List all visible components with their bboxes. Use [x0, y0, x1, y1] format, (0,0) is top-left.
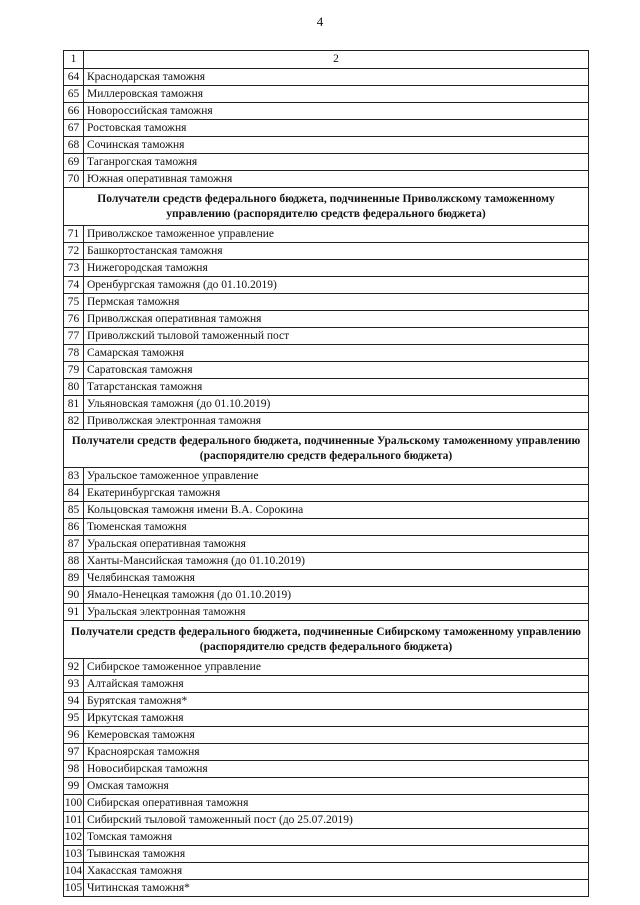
row-name: Нижегородская таможня [84, 260, 589, 277]
row-name: Татарстанская таможня [84, 379, 589, 396]
row-name: Хакасская таможня [84, 863, 589, 880]
row-name: Томская таможня [84, 829, 589, 846]
table-row [64, 277, 589, 294]
table-row [64, 171, 589, 188]
row-number: 99 [64, 778, 84, 795]
row-number: 76 [64, 311, 84, 328]
table-row [64, 812, 589, 829]
table-row [64, 413, 589, 430]
row-name: Приволжская электронная таможня [84, 413, 589, 430]
row-name: Екатеринбургская таможня [84, 485, 589, 502]
row-name: Таганрогская таможня [84, 154, 589, 171]
row-number: 105 [64, 880, 84, 897]
row-number: 104 [64, 863, 84, 880]
row-name: Читинская таможня* [84, 880, 589, 897]
table-row [64, 120, 589, 137]
customs-recipients-table [63, 50, 589, 897]
row-number: 94 [64, 693, 84, 710]
table-row [64, 468, 589, 485]
row-name: Приволжское таможенное управление [84, 226, 589, 243]
table-row [64, 502, 589, 519]
table-body [64, 51, 589, 897]
row-number: 98 [64, 761, 84, 778]
header-col-1: 1 [64, 51, 84, 69]
table-row [64, 69, 589, 86]
table-row [64, 880, 589, 897]
row-number: 82 [64, 413, 84, 430]
row-number: 75 [64, 294, 84, 311]
row-number: 103 [64, 846, 84, 863]
table-row [64, 693, 589, 710]
row-name: Пермская таможня [84, 294, 589, 311]
table-row [64, 86, 589, 103]
row-name: Уральская оперативная таможня [84, 536, 589, 553]
table-row [64, 345, 589, 362]
table-row [64, 570, 589, 587]
row-name: Южная оперативная таможня [84, 171, 589, 188]
table-row [64, 103, 589, 120]
row-number: 74 [64, 277, 84, 294]
table-row [64, 659, 589, 676]
table-row [64, 519, 589, 536]
row-name: Миллеровская таможня [84, 86, 589, 103]
row-number: 72 [64, 243, 84, 260]
table-row [64, 260, 589, 277]
row-name: Башкортостанская таможня [84, 243, 589, 260]
row-number: 86 [64, 519, 84, 536]
row-name: Ульяновская таможня (до 01.10.2019) [84, 396, 589, 413]
row-name: Тюменская таможня [84, 519, 589, 536]
row-name: Саратовская таможня [84, 362, 589, 379]
row-number: 67 [64, 120, 84, 137]
row-name: Краснодарская таможня [84, 69, 589, 86]
row-name: Приволжский тыловой таможенный пост [84, 328, 589, 345]
row-number: 65 [64, 86, 84, 103]
row-number: 84 [64, 485, 84, 502]
table-row [64, 778, 589, 795]
row-number: 66 [64, 103, 84, 120]
row-number: 92 [64, 659, 84, 676]
section-title: Получатели средств федерального бюджета, подчиненные Сибирскому таможенному управлению (распорядителю средств федерального бюджета) [64, 621, 589, 659]
row-name: Омская таможня [84, 778, 589, 795]
row-number: 102 [64, 829, 84, 846]
table-row [64, 396, 589, 413]
row-number: 96 [64, 727, 84, 744]
row-name: Приволжская оперативная таможня [84, 311, 589, 328]
row-name: Красноярская таможня [84, 744, 589, 761]
row-number: 87 [64, 536, 84, 553]
row-number: 100 [64, 795, 84, 812]
table-row [64, 328, 589, 345]
row-name: Бурятская таможня* [84, 693, 589, 710]
table-row [64, 863, 589, 880]
table-row [64, 744, 589, 761]
page-number: 4 [316, 14, 324, 29]
row-number: 97 [64, 744, 84, 761]
row-number: 78 [64, 345, 84, 362]
table-row [64, 676, 589, 693]
row-name: Тывинская таможня [84, 846, 589, 863]
row-number: 70 [64, 171, 84, 188]
table-row [64, 829, 589, 846]
section-title: Получатели средств федерального бюджета, подчиненные Уральскому таможенному управлению (распорядителю средств федерального бюджета) [64, 430, 589, 468]
row-name: Сибирский тыловой таможенный пост (до 25.07.2019) [84, 812, 589, 829]
row-number: 91 [64, 604, 84, 621]
row-name: Ямало-Ненецкая таможня (до 01.10.2019) [84, 587, 589, 604]
row-name: Сибирская оперативная таможня [84, 795, 589, 812]
table-row [64, 137, 589, 154]
table-row [64, 362, 589, 379]
row-number: 79 [64, 362, 84, 379]
row-number: 80 [64, 379, 84, 396]
row-number: 101 [64, 812, 84, 829]
row-number: 77 [64, 328, 84, 345]
row-number: 90 [64, 587, 84, 604]
row-name: Сочинская таможня [84, 137, 589, 154]
table-row [64, 536, 589, 553]
table-row [64, 761, 589, 778]
row-number: 83 [64, 468, 84, 485]
table-row [64, 795, 589, 812]
table-row [64, 727, 589, 744]
section-header-row [64, 430, 589, 468]
row-name: Ханты-Мансийская таможня (до 01.10.2019) [84, 553, 589, 570]
row-number: 68 [64, 137, 84, 154]
row-name: Новороссийская таможня [84, 103, 589, 120]
row-name: Оренбургская таможня (до 01.10.2019) [84, 277, 589, 294]
table-row [64, 226, 589, 243]
header-col-2: 2 [84, 51, 589, 69]
row-name: Челябинская таможня [84, 570, 589, 587]
row-number: 81 [64, 396, 84, 413]
row-number: 64 [64, 69, 84, 86]
row-name: Сибирское таможенное управление [84, 659, 589, 676]
row-name: Самарская таможня [84, 345, 589, 362]
row-number: 69 [64, 154, 84, 171]
table-row [64, 604, 589, 621]
section-header-row [64, 621, 589, 659]
table-row [64, 243, 589, 260]
row-number: 88 [64, 553, 84, 570]
row-number: 89 [64, 570, 84, 587]
section-title: Получатели средств федерального бюджета, подчиненные Приволжскому таможенному управлению (распорядителю средств федерального бюджета) [64, 188, 589, 226]
row-name: Новосибирская таможня [84, 761, 589, 778]
table-row [64, 311, 589, 328]
row-number: 73 [64, 260, 84, 277]
table-row [64, 294, 589, 311]
row-number: 93 [64, 676, 84, 693]
table-row [64, 154, 589, 171]
table-row [64, 485, 589, 502]
table-row [64, 379, 589, 396]
row-number: 85 [64, 502, 84, 519]
table-header-row [64, 51, 589, 69]
table-row [64, 846, 589, 863]
table-row [64, 553, 589, 570]
row-name: Ростовская таможня [84, 120, 589, 137]
row-name: Иркутская таможня [84, 710, 589, 727]
row-name: Уральская электронная таможня [84, 604, 589, 621]
row-number: 71 [64, 226, 84, 243]
section-header-row [64, 188, 589, 226]
table-row [64, 710, 589, 727]
table-row [64, 587, 589, 604]
row-number: 95 [64, 710, 84, 727]
row-name: Алтайская таможня [84, 676, 589, 693]
row-name: Уральское таможенное управление [84, 468, 589, 485]
row-name: Кемеровская таможня [84, 727, 589, 744]
row-name: Кольцовская таможня имени В.А. Сорокина [84, 502, 589, 519]
